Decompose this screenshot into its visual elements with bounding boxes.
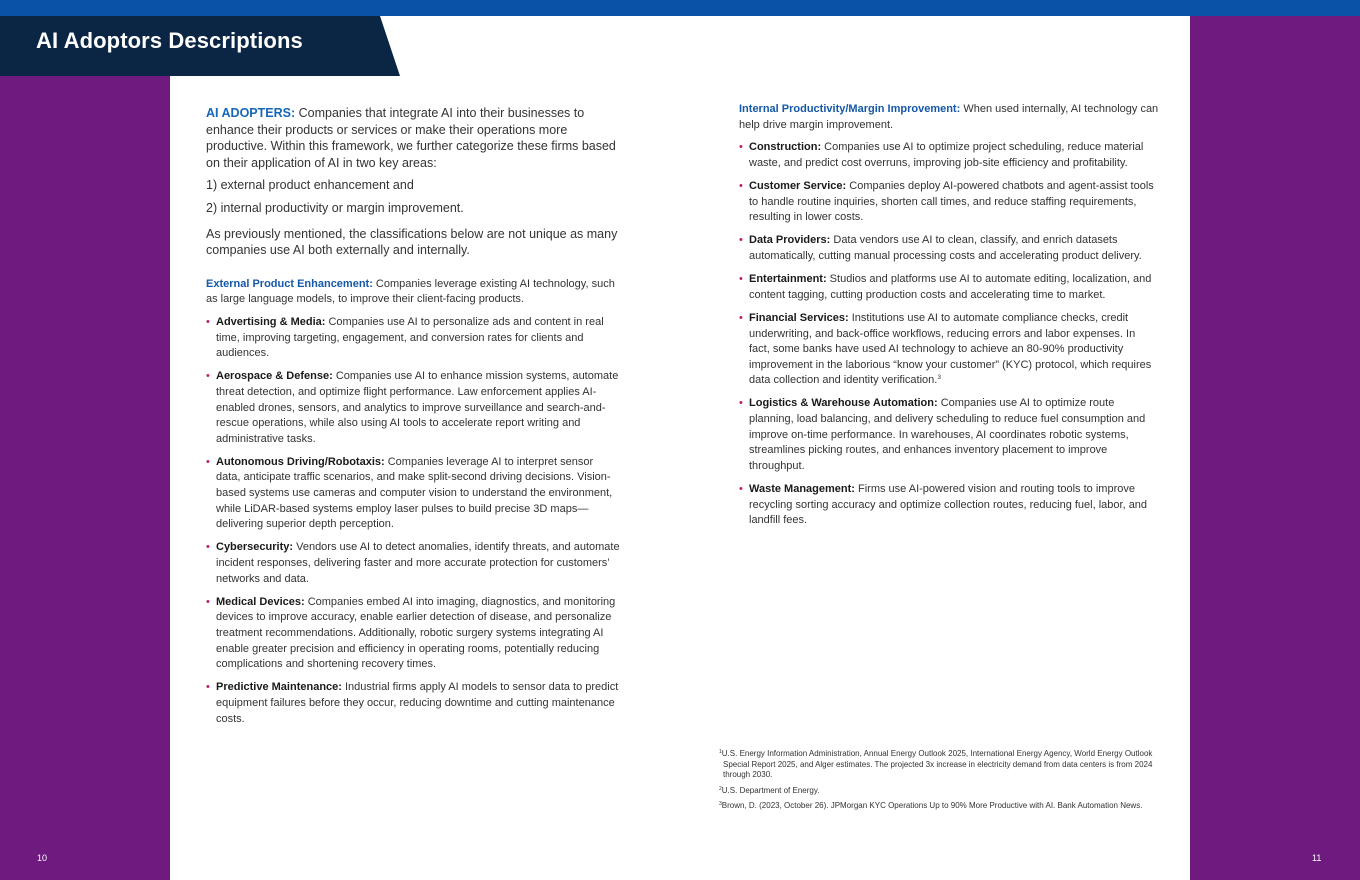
bullet-icon: • [206,541,210,554]
item-term: Entertainment: [749,273,827,286]
list-item [739,179,1159,226]
page-number-left: 10 [37,853,48,863]
external-list [206,315,620,727]
list-item [206,595,620,673]
page-number-right: 11 [1312,853,1322,863]
item-term: Financial Services: [749,311,849,324]
list-item [739,140,1159,171]
footnotes [719,749,1159,817]
footnote-number: 1 [719,749,722,755]
bullet-icon: • [739,234,743,247]
list-item [206,680,620,727]
external-lead: Companies leverage existing AI technology, such as large language models, to improve their client-facing products. [206,277,615,306]
external-heading: External Product Enhancement: [206,277,373,290]
list-item [739,233,1159,264]
left-column [206,105,620,735]
footnote-ref[interactable]: 3 [937,374,941,382]
internal-heading: Internal Productivity/Margin Improvement: [739,103,961,115]
list-item [739,396,1159,474]
list-item [739,272,1159,303]
intro-note: As previously mentioned, the classifications below are not unique as many companies use AI both externally and internally. [206,226,618,258]
left-margin-band [0,16,170,880]
footnote-text: U.S. Energy Information Administration, Annual Energy Outlook 2025, International Energy Agency, World Energy Outlook Special Report 2025, and Alger estimates. The projected 3x increase in electricity demand from data centers is from 2024 through 2030. [721,749,1153,780]
footnote-2 [719,786,1159,797]
bullet-icon: • [739,483,743,496]
bullet-icon: • [206,595,210,608]
item-text: Vendors use AI to detect anomalies, identify threats, and automate incident responses, delivering faster and more accurate protection for customers’ networks and data. [216,541,620,585]
bullet-icon: • [206,315,210,328]
item-text: Companies use AI to optimize route planning, load balancing, and delivery scheduling to reduce fuel consumption and improve on-time performance. In warehouses, AI coordinates robotic systems, streamlines picking routes, and enhances inventory placement to improve throughput. [749,397,1146,472]
footnote-number: 2 [719,785,722,792]
footnote-number: 3 [719,801,722,808]
item-text: Firms use AI-powered vision and routing tools to improve recycling sorting accuracy and optimize collection routes, reducing fuel, labor, and landfill fees. [749,483,1148,527]
bullet-icon: • [206,370,210,383]
internal-section-intro [739,102,1159,133]
footnote-text: Brown, D. (2023, October 26). JPMorgan KYC Operations Up to 90% More Productive with AI. Bank Automation News. [721,801,1143,811]
bullet-icon: • [739,179,743,192]
intro-area-2: 2) internal productivity or margin improvement. [206,200,464,215]
footnote-1 [719,749,1159,781]
footnote-3 [719,801,1159,812]
item-text: Companies use AI to enhance mission systems, automate threat detection, and optimize flight performance. Law enforcement applies AI-enabled drones, sensors, and analytics to improve surveillance and search-and-rescue operations, while also using AI tools to accelerate report writing and administrative tasks. [216,370,619,445]
list-item [206,540,620,587]
item-term: Medical Devices: [216,595,305,608]
intro-lead: AI ADOPTERS: [206,106,296,120]
right-margin-band [1190,16,1360,880]
item-text: Data vendors use AI to clean, classify, and enrich datasets automatically, cutting manual processing costs and accelerating product delivery. [749,234,1142,262]
footnote-text: U.S. Department of Energy. [721,785,820,795]
internal-lead: When used internally, AI technology can help drive margin improvement. [739,103,1159,131]
item-text: Companies use AI to optimize project scheduling, reduce material waste, and predict cost overruns, improving job-site efficiency and profitability. [749,141,1144,169]
item-text: Industrial firms apply AI models to sensor data to predict equipment failures before they occur, reducing downtime and cutting maintenance costs. [216,681,619,725]
list-item [206,315,620,362]
item-term: Data Providers: [749,234,831,247]
top-accent-bar [0,0,1360,16]
item-term: Aerospace & Defense: [216,370,333,383]
item-text: Companies embed AI into imaging, diagnostics, and monitoring devices to improve accuracy, enable earlier detection of disease, and personalize treatment recommendations. Additionally, robotic surgery systems integrating AI enable greater precision and efficiency in operating rooms, potentially reducing complications and shortening recovery times. [216,595,616,671]
item-text: Studios and platforms use AI to automate editing, localization, and content tagging, cutting production costs and accelerating time to market. [749,273,1152,301]
item-text: Institutions use AI to automate compliance checks, credit underwriting, and back-office workflows, reducing errors and labor expenses. In fact, some banks have used AI technology to achieve an 80-90% productivity improvement in the laborious “know your customer” (KYC) protocol, which requires data collection and identity verification. [749,311,1152,387]
item-text: Companies deploy AI-powered chatbots and agent-assist tools to handle routine inquiries, shorten call times, and reduce staffing requirements, resulting in lower costs. [749,179,1154,224]
bullet-icon: • [206,681,210,694]
intro-area-1: 1) external product enhancement and [206,178,414,193]
item-term: Construction: [749,141,822,154]
item-term: Advertising & Media: [216,315,326,328]
internal-list [739,140,1159,529]
list-item [206,455,620,533]
bullet-icon: • [206,455,210,468]
bullet-icon: • [739,397,743,410]
bullet-icon: • [739,311,743,324]
intro-paragraph [206,105,620,171]
bullet-icon: • [739,273,743,286]
page-title: AI Adoptors Descriptions [36,28,303,53]
list-item [739,311,1159,389]
item-term: Waste Management: [749,483,855,496]
item-text: Companies use AI to personalize ads and content in real time, improving targeting, engagement, and conversion rates for clients and audiences. [216,315,604,360]
item-term: Autonomous Driving/Robotaxis: [216,455,385,468]
bullet-icon: • [739,141,743,154]
list-item [739,482,1159,529]
external-section-intro [206,277,620,308]
item-term: Cybersecurity: [216,541,294,554]
item-term: Predictive Maintenance: [216,681,342,694]
item-text: Companies leverage AI to interpret sensor data, anticipate traffic scenarios, and make split-second driving decisions. Vision-based systems use cameras and computer vision to understand the environment, while LiDAR-based systems employ laser pulses to build precise 3D maps—delivering superior depth perception. [216,455,613,531]
right-column [739,102,1159,536]
item-term: Logistics & Warehouse Automation: [749,397,938,410]
item-term: Customer Service: [749,179,847,192]
intro-text: Companies that integrate AI into their businesses to enhance their products or services or make their operations more productive. Within this framework, we further categorize these firms based on their application of AI in two key areas: [206,106,616,170]
list-item [206,369,620,447]
